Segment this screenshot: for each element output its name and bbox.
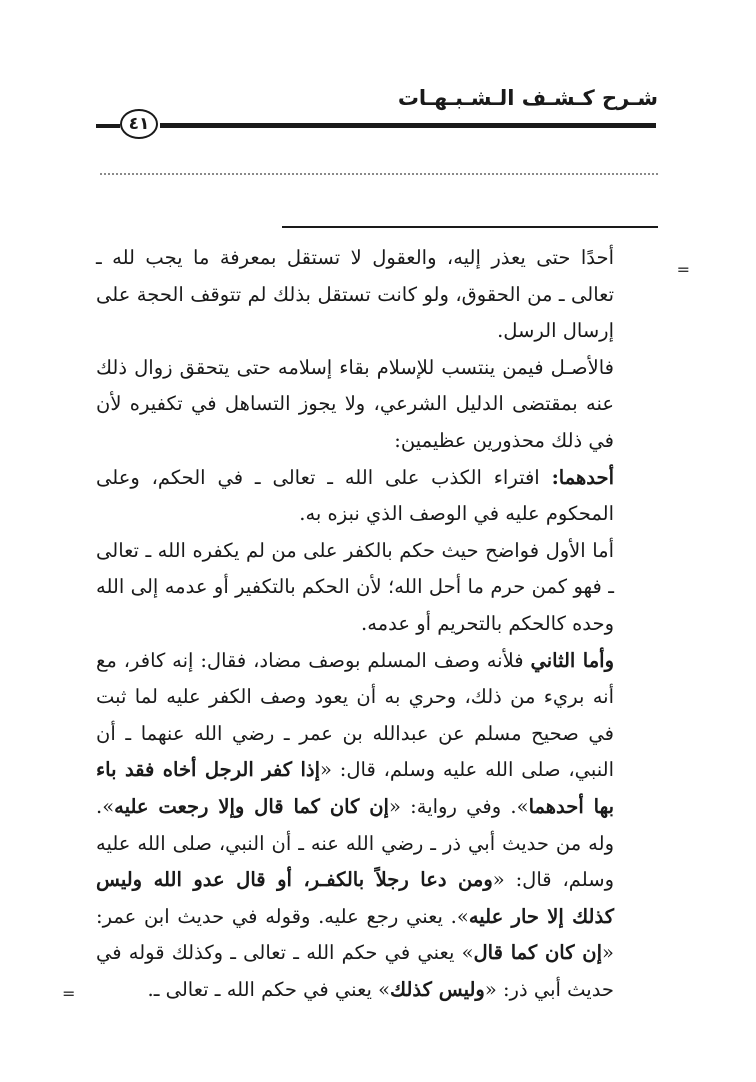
section-rule: [282, 226, 658, 228]
paragraph-5: [96, 643, 614, 1009]
main-text: [96, 240, 614, 1008]
paragraph-4: أما الأول فواضح حيث حكم بالكفر على من لم يكفره الله ـ تعالى ـ فهو كمن حرم ما أحل الله؛ لأن الحكم بالتكفير أو عدمه إلى الله وحده كالحكم بالتحريم أو عدمه.: [96, 538, 614, 635]
page-number: ٤١: [120, 109, 158, 139]
paragraph-3: [96, 460, 614, 533]
paragraph-5-text-6: » يعني في حكم الله ـ تعالى ـ.: [147, 977, 391, 1001]
paragraph-5-text-3: ». وله من حديث أبي ذر ـ رضي الله عنه ـ أن النبي، صلى الله عليه وسلم، قال: «: [96, 794, 614, 892]
paragraph-2: فالأصـل فيمن ينتسب للإسلام بقاء إسلامه حتى يتحقق زوال ذلك عنه بمقتضى الدليل الشرعي، ولا يجوز التساهل في تكفيره لأن في ذلك محذورين عظيمين:: [96, 355, 614, 452]
dotted-separator: [100, 173, 658, 175]
margin-mark-top: =: [676, 260, 690, 279]
paragraph-5-lead: وأما الثاني: [530, 648, 615, 672]
paragraph-5-text-2: ». وفي رواية: «: [388, 794, 529, 818]
paragraph-3-text: افتراء الكذب على الله ـ تعالى ـ في الحكم، وعلى المحكوم عليه في الوصف الذي نبزه به.: [96, 465, 614, 526]
hadith-quote-3: ومن دعا رجلاً بالكفـر، أو قال عدو الله وليس كذلك إلا حار عليه: [96, 868, 614, 928]
hadith-quote-1: إذا كفر الرجل أخاه فقد باء بها أحدهما: [96, 758, 614, 818]
paragraph-5-text-5: » يعني في حكم الله ـ تعالى ـ وكذلك قوله في حديث أبي ذر: «: [96, 941, 614, 1001]
paragraph-3-lead: أحدهما:: [551, 465, 614, 489]
hadith-quote-2: إن كان كما قال وإلا رجعت عليه: [114, 794, 389, 818]
hadith-quote-5: وليس كذلك: [390, 977, 485, 1001]
paragraph-5-text-4: ». يعني رجع عليه. وقوله في حديث ابن عمر: «: [96, 904, 614, 965]
margin-mark-bottom: =: [62, 984, 76, 1003]
paragraph-5-text-1: فلأنه وصف المسلم بوصف مضاد، فقال: إنه كافر، مع أنه بريء من ذلك، وحري به أن يعود وصف الكفر عليه لما ثبت في صحيح مسلم عن عبدالله بن عمر ـ رضي الله عنهما ـ أن النبي، صلى الله عليه وسلم، قال: «: [96, 648, 614, 782]
hadith-quote-4: إن كان كما قال: [473, 941, 603, 965]
header-rule: [160, 123, 656, 128]
running-header-title: شـرح كـشـف الـشـبـهـات: [397, 86, 658, 110]
header-rule-end: [96, 124, 120, 128]
paragraph-1: أحدًا حتى يعذر إليه، والعقول لا تستقل بمعرفة ما يجب لله ـ تعالى ـ من الحقوق، ولو كانت تستقل بذلك لم تتوقف الحجة على إرسال الرسل.: [96, 246, 614, 343]
